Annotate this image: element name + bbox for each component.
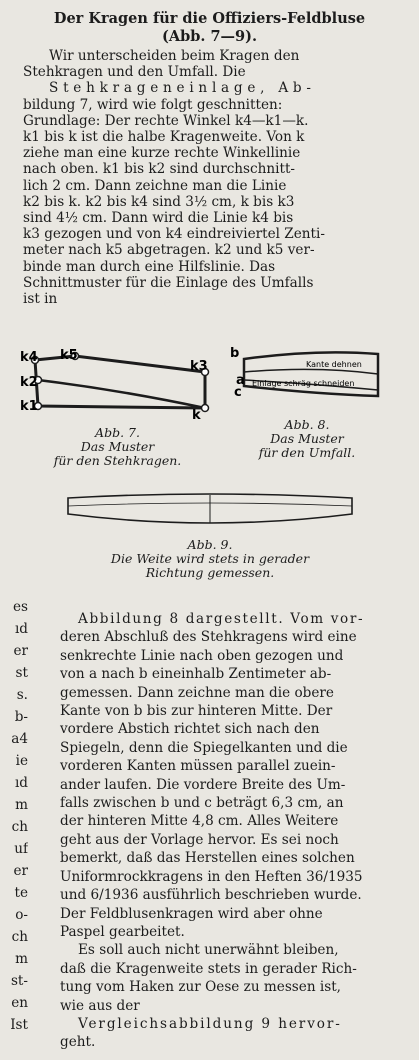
text-line: und 6/1936 ausführlich beschrieben wurde. bbox=[60, 887, 362, 904]
text-line: bemerkt, daß das Herstellen eines solchen bbox=[60, 850, 355, 867]
fragment: m bbox=[15, 797, 28, 813]
fragment: er bbox=[13, 643, 28, 659]
label-a: a bbox=[236, 373, 245, 388]
note-einlage-schraeg: Einlage schräg schneiden bbox=[252, 379, 355, 388]
label-k: k bbox=[192, 408, 201, 421]
figure-9-caption bbox=[60, 538, 360, 580]
left-column-fragments bbox=[0, 596, 28, 1036]
text-line: Es soll auch nicht unerwähnt bleiben, bbox=[78, 942, 339, 959]
text-line: gemessen. Dann zeichne man die obere bbox=[60, 684, 334, 701]
label-k2: k2 bbox=[20, 375, 38, 390]
text-line: vorderen Kanten müssen parallel zuein- bbox=[60, 758, 336, 775]
fragment: a4 bbox=[11, 731, 28, 747]
label-k5: k5 bbox=[60, 348, 78, 363]
figure-8-umfall bbox=[226, 344, 386, 410]
text-line: Der Feldblusenkragen wird aber ohne bbox=[60, 905, 323, 922]
text-line: deren Abschluß des Stehkragens wird eine bbox=[60, 629, 357, 646]
body-paragraph bbox=[60, 610, 400, 1052]
text-line: ander laufen. Die vordere Breite des Um- bbox=[60, 776, 346, 793]
text-line: Spiegeln, denn die Spiegelkanten und die bbox=[60, 739, 348, 756]
caption-line: Abb. 9. bbox=[187, 537, 233, 552]
caption-line: Abb. 7. bbox=[95, 425, 140, 440]
figure-7-caption bbox=[30, 426, 205, 468]
text-line: Grundlage: Der rechte Winkel k4—k1—k. bbox=[23, 112, 309, 129]
section-title: Der Kragen für die Offiziers-Feldbluse bbox=[53, 10, 366, 27]
fragment: st- bbox=[10, 973, 28, 989]
fragment: o- bbox=[15, 907, 28, 923]
label-k1: k1 bbox=[20, 399, 38, 414]
fragment: b- bbox=[14, 709, 28, 725]
text-line: ziehe man eine kurze rechte Winkellinie bbox=[23, 145, 301, 162]
fragment: m bbox=[15, 951, 28, 967]
text-line: Paspel gearbeitet. bbox=[60, 923, 185, 940]
label-c: c bbox=[234, 385, 242, 400]
fragment: er bbox=[13, 863, 28, 879]
text-line: Wir unterscheiden beim Kragen den bbox=[49, 48, 300, 64]
text-line: senkrechte Linie nach oben gezogen und bbox=[60, 647, 344, 664]
text-line: Schnittmuster für die Einlage des Umfalls bbox=[23, 274, 314, 291]
text-line: Kante von b bis zur hinteren Mitte. Der bbox=[60, 703, 333, 720]
text-line: meter nach k5 abgetragen. k2 und k5 ver- bbox=[23, 242, 315, 259]
text-line: Vergleichsabbildung 9 hervor- bbox=[78, 1015, 342, 1032]
label-k4: k4 bbox=[20, 350, 38, 365]
fragment: es bbox=[12, 599, 28, 615]
text-line: wie aus der bbox=[60, 997, 140, 1014]
text-line: vordere Abstich richtet sich nach den bbox=[60, 721, 320, 738]
text-line: der hinteren Mitte 4,8 cm. Alles Weitere bbox=[60, 813, 339, 830]
caption-line: Die Weite wird stets in gerader bbox=[110, 551, 310, 566]
fragment: ch bbox=[11, 819, 28, 835]
text-line: nach oben. k1 bis k2 sind durchschnitt- bbox=[23, 161, 296, 178]
fragment: uf bbox=[14, 841, 28, 857]
text-line: falls zwischen b und c beträgt 6,3 cm, an bbox=[60, 795, 344, 812]
caption-line: Richtung gemessen. bbox=[145, 565, 275, 580]
fragment: ch bbox=[11, 929, 28, 945]
text-line: Uniformrockkragens in den Heften 36/1935 bbox=[60, 868, 363, 885]
fragment: st bbox=[15, 665, 28, 681]
text-line: geht. bbox=[60, 1034, 96, 1051]
fragment: te bbox=[14, 885, 28, 901]
caption-line: Das Muster bbox=[270, 431, 344, 446]
text-line: tung vom Haken zur Oese zu messen ist, bbox=[60, 979, 342, 996]
text-line: sind 4½ cm. Dann wird die Linie k4 bis bbox=[23, 210, 294, 227]
figure-9-weite bbox=[60, 486, 360, 538]
text-line: von a nach b eineinhalb Zentimeter ab- bbox=[60, 666, 332, 683]
fragment: s. bbox=[16, 687, 28, 703]
text-line: bildung 7, wird wie folgt geschnitten: bbox=[23, 96, 283, 113]
note-kante-dehnen: Kante dehnen bbox=[306, 360, 362, 369]
text-line: Abbildung 8 dargestellt. Vom vor- bbox=[78, 611, 365, 627]
text-line: binde man durch eine Hilfslinie. Das bbox=[23, 258, 276, 275]
text-line: ist in bbox=[23, 291, 58, 308]
fragment: ie bbox=[15, 753, 28, 769]
text-line: k3 gezogen und von k4 eindreiviertel Zenti- bbox=[23, 226, 325, 243]
caption-line: Das Muster bbox=[80, 439, 155, 454]
text-line: k1 bis k ist die halbe Kragenweite. Von k bbox=[23, 129, 305, 146]
fragment: ıd bbox=[14, 621, 28, 637]
caption-line: für den Stehkragen. bbox=[53, 453, 182, 468]
text-line: lich 2 cm. Dann zeichne man die Linie bbox=[23, 177, 287, 194]
fragment: ıd bbox=[14, 775, 28, 791]
text-line: Stehkragen und den Umfall. Die bbox=[23, 64, 246, 81]
text-line: daß die Kragenweite stets in gerader Rich- bbox=[60, 960, 357, 977]
label-k3: k3 bbox=[190, 359, 208, 374]
figure-8-caption bbox=[232, 418, 382, 460]
caption-line: für den Umfall. bbox=[258, 445, 356, 460]
text-line: Stehkrageneinlage, Ab- bbox=[49, 80, 316, 97]
fragment: en bbox=[11, 995, 28, 1011]
text-line: k2 bis k. k2 bis k4 sind 3½ cm, k bis k3 bbox=[23, 193, 295, 210]
text-line: geht aus der Vorlage hervor. Es sei noch bbox=[60, 831, 339, 848]
label-b: b bbox=[230, 346, 240, 361]
section-subtitle: (Abb. 7—9). bbox=[161, 28, 258, 45]
figure-7-stehkragen bbox=[20, 346, 215, 421]
intro-paragraph bbox=[23, 48, 389, 307]
caption-line: Abb. 8. bbox=[284, 417, 330, 432]
fragment: Ist bbox=[10, 1017, 28, 1033]
